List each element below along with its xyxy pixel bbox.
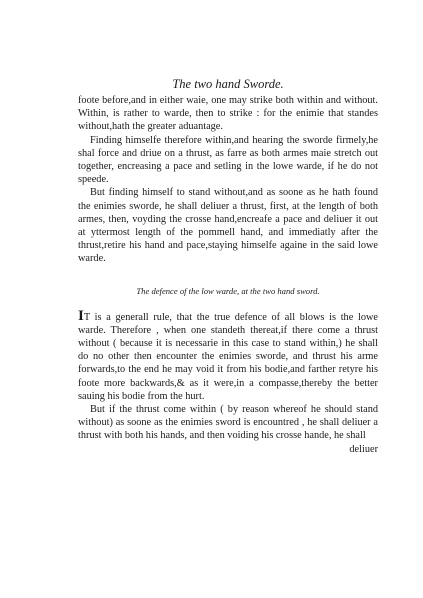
paragraph-3: But finding himself to stand without,and as soone as he hath found the enimies sworde, he shall deliuer a thrust, first, at the length of both armes, then, voyding the crosse hand,encreafe a pace and deliuer it out at yttermost length of the pommell hand, and immediatly after the thrust,retire his hand and pace,staying himselfe againe in the said lowe warde. (78, 187, 378, 265)
paragraph-2: Finding himselfe therefore within,and hearing the sworde firmely,he shal force and driue on a thrust, as farre as both armes maie stretch out together, encreasing a pace and setling in the lowe warde, if he do not speede. (78, 134, 378, 186)
catchword: deliuer (349, 443, 378, 455)
running-head: The two hand Sworde. (172, 77, 284, 91)
initial-letter: I (78, 307, 84, 324)
paragraph-5: But if the thrust come within ( by reason whereof he should stand without) as soone as the enimies sword is encountred , he shall deliuer a thrust with both his hands, and then voiding his crosse hande, he shall (78, 404, 378, 442)
paragraph-4-text: T is a generall rule, that the true defence of all blows is the lowe warde. Therefore , when one standeth thereat,if there come a thrust without ( because it is necessarie in this case to stand within,) he shall do no other then encounter the enimies sworde, and thrust his arme forwards,to the end he may void it from his bodie,and farther retyre his foote more backwards,& as it were,in a compasse,thereby the better sauing his bodie from the hurt. (78, 311, 378, 402)
paragraph-4 (78, 307, 378, 403)
page-text-block (78, 76, 378, 456)
section-heading: The defence of the low warde, at the two hand sword. (136, 285, 320, 296)
paragraph-1: foote before,and in either waie, one may strike both within and without. Within, is rather to warde, then to strike : for the enimie that standes without,hath the greater aduantage. (78, 95, 378, 133)
